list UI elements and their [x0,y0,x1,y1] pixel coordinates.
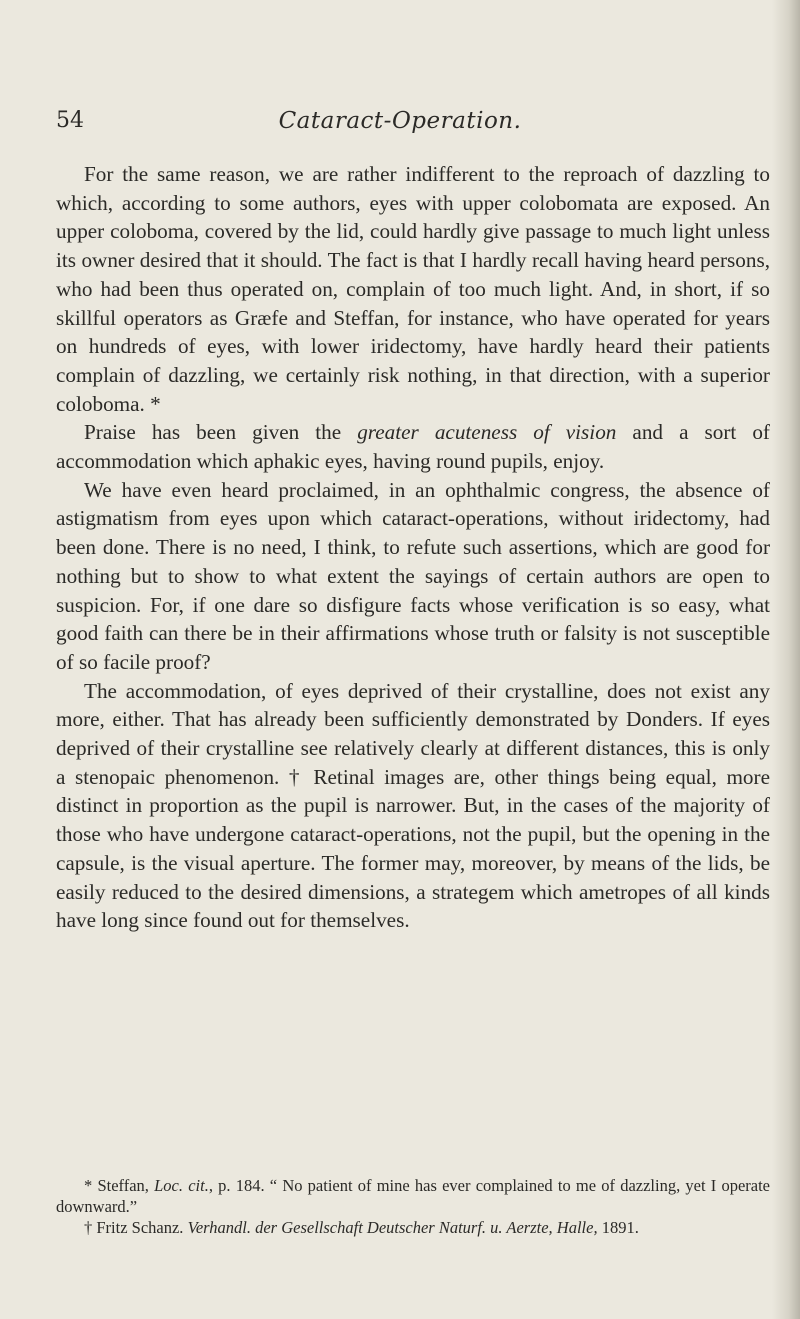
footnote-schanz-post: 1891. [597,1218,639,1237]
footnote-schanz [56,1217,770,1238]
paragraph-acuteness-pre: Praise has been given the [84,420,358,445]
footnote-schanz-pre: † Fritz Schanz. [84,1218,188,1237]
paragraph-accommodation: The accommodation, of eyes deprived of their crystalline, does not exist any more, either. That has already been sufficiently demonstrated by Donders. If eyes deprived of their crystalline see relatively clearly at different distances, this is only a stenopaic phenomenon. † Retinal images are, other things being equal, more distinct in proportion as the pupil is narrower. But, in the cases of the majority of those who have undergone cataract-operations, not the pupil, but the opening in the capsule, is the visual aperture. The former may, moreover, by means of the lids, be easily reduced to the desired dimensions, a strategem which ametropes of all kinds have long since found out for themselves. [56,678,770,933]
page-header [0,108,800,144]
footnote-steffan-pre: * Steffan, [84,1176,155,1195]
footnote-steffan-emphasis: Loc. cit. [154,1176,209,1195]
footnotes [56,1175,770,1238]
paragraph-dazzling: For the same reason, we are rather indifferent to the reproach of dazzling to which, according to some authors, eyes with upper colobomata are exposed. An upper coloboma, covered by the lid, could hardly give passage to much light unless its owner desired that it should. The fact is that I hardly recall having heard persons, who had been thus operated on, complain of too much light. And, in short, if so skillful operators as Græfe and Steffan, for instance, who have operated for years on hundreds of eyes, with lower iridectomy, have hardly heard their patients complain of dazzling, we certainly risk nothing, in that direction, with a superior coloboma. * [56,162,770,416]
page-number: 54 [56,108,84,133]
footnote-steffan [56,1175,770,1217]
footnote-steffan-post: , p. 184. “ No patient of mine has ever complained to me of dazzling, yet I operate downward.” [56,1176,771,1216]
paragraph-acuteness-emphasis: greater acuteness of vision [357,420,617,445]
page-edge-shadow [772,0,800,1319]
paragraph-acuteness-post: and a sort of accommodation which aphakic eyes, having round pupils, enjoy. [56,420,770,474]
body-text [56,160,770,935]
paragraph-acuteness [56,418,770,475]
paragraph-astigmatism: We have even heard proclaimed, in an ophthalmic congress, the absence of astigmatism from eyes upon which cataract-operations, without iridectomy, had been done. There is no need, I think, to refute such assertions, which are good for nothing but to show to what extent the sayings of certain authors are open to suspicion. For, if one dare so disfigure facts whose verification is so easy, what good faith can there be in their affirmations whose truth or falsity is not susceptible of so facile proof? [56,477,770,674]
running-title: Cataract-Operation. [278,108,522,134]
footnote-schanz-emphasis: Verhandl. der Gesellschaft Deutscher Naturf. u. Aerzte, Halle, [187,1218,598,1237]
